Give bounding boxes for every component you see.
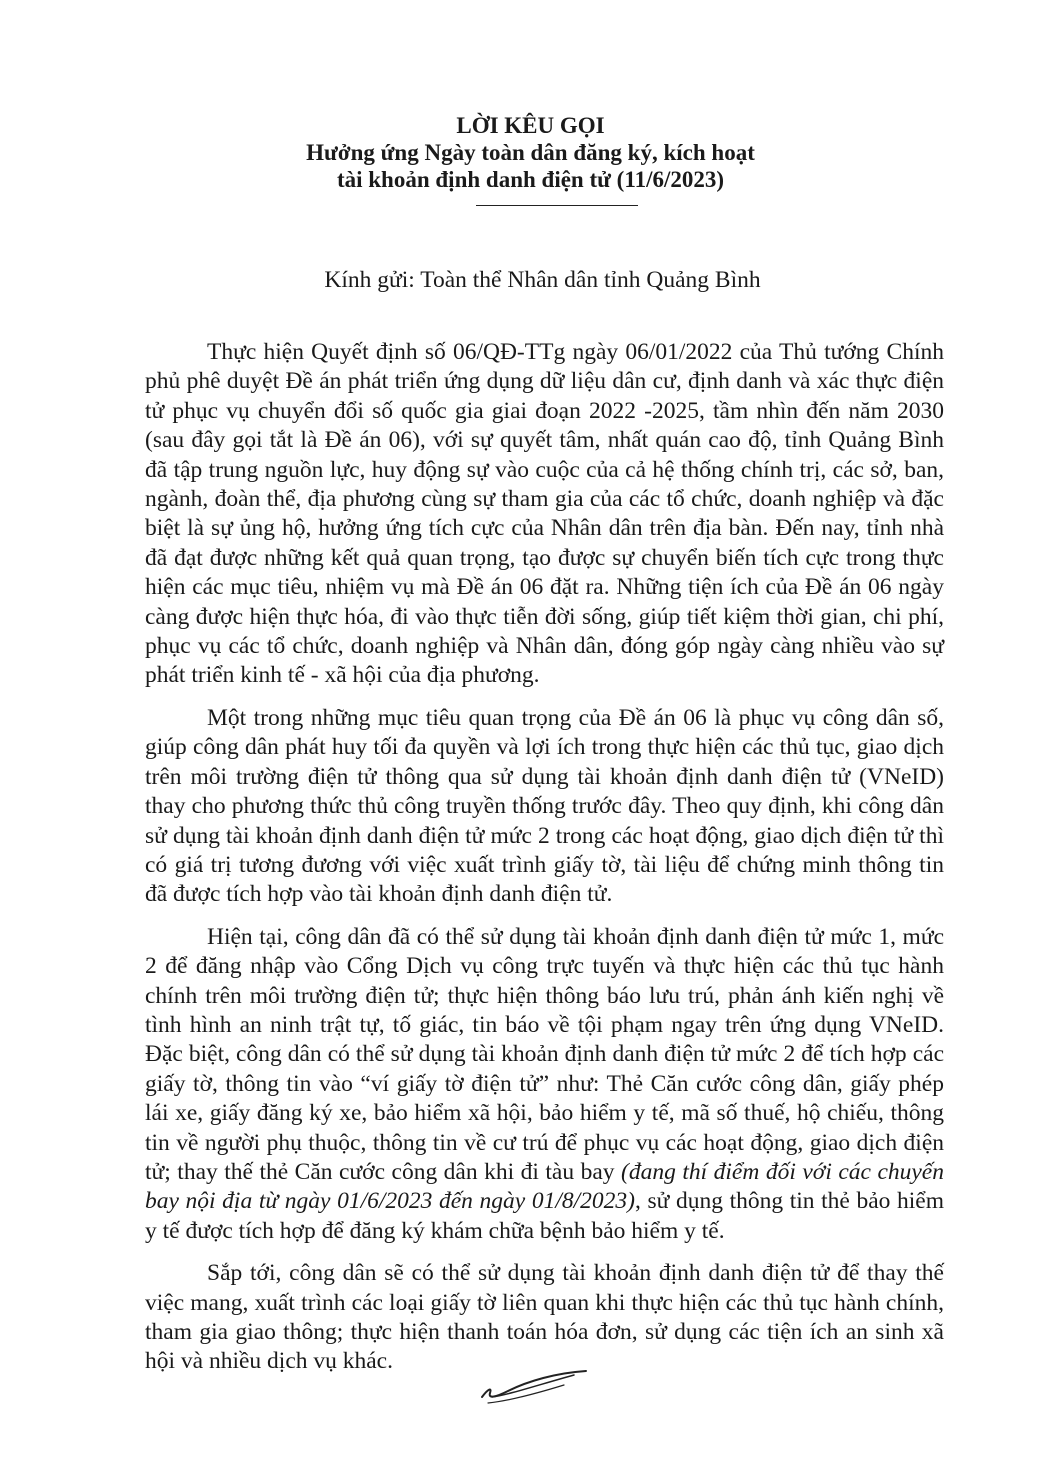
header-underline-divider: [476, 205, 638, 206]
document-subtitle-line-1: Hưởng ứng Ngày toàn dân đăng ký, kích hoạt: [306, 140, 755, 165]
document-body: [145, 338, 944, 1390]
paragraph-3: [145, 923, 944, 1246]
initial-signature-mark: [478, 1367, 590, 1405]
paragraph-1: Thực hiện Quyết định số 06/QĐ-TTg ngày 06/01/2022 của Thủ tướng Chính phủ phê duyệt Đề án phát triển ứng dụng dữ liệu dân cư, định danh và xác thực điện tử phục vụ chuyển đổi số quốc gia giai đoạn 2022 -2025, tầm nhìn đến năm 2030 (sau đây gọi tắt là Đề án 06), với sự quyết tâm, nhất quán cao độ, tỉnh Quảng Bình đã tập trung nguồn lực, huy động sự vào cuộc của cả hệ thống chính trị, các sở, ban, ngành, đoàn thể, địa phương cùng sự tham gia của các tổ chức, doanh nghiệp và đặc biệt là sự ủng hộ, hưởng ứng tích cực của Nhân dân trên địa bàn. Đến nay, tỉnh nhà đã đạt được những kết quả quan trọng, tạo được sự chuyển biến tích cực trong thực hiện các mục tiêu, nhiệm vụ mà Đề án 06 đặt ra. Những tiện ích của Đề án 06 ngày càng được hiện thực hóa, đi vào thực tiễn đời sống, giúp tiết kiệm thời gian, chi phí, phục vụ các tổ chức, doanh nghiệp và Nhân dân, đóng góp ngày càng nhiều vào sự phát triển kinh tế - xã hội của địa phương.: [145, 339, 944, 689]
paragraph-4: Sắp tới, công dân sẽ có thể sử dụng tài khoản định danh điện tử để thay thế việc mang, xuất trình các loại giấy tờ liên quan khi thực hiện các thủ tục hành chính, tham gia giao thông; thực hiện thanh toán hóa đơn, sử dụng các tiện ích an sinh xã hội và nhiều dịch vụ khác.: [145, 1260, 944, 1375]
paragraph-3-text-start: Hiện tại, công dân đã có thể sử dụng tài khoản định danh điện tử mức 1, mức 2 để đăng nhập vào Cổng Dịch vụ công trực tuyến và thực hiện các thủ tục hành chính trên môi trường điện tử; thực hiện thông báo lưu trú, phản ánh kiến nghị về tình hình an ninh trật tự, tố giác, tin báo về tội phạm ngay trên ứng dụng VNeID. Đặc biệt, công dân có thể sử dụng tài khoản định danh điện tử mức 2 để tích hợp các giấy tờ, thông tin vào “ví giấy tờ điện tử” như: Thẻ Căn cước công dân, giấy phép lái xe, giấy đăng ký xe, bảo hiểm xã hội, bảo hiểm y tế, mã số thuế, hộ chiếu, thông tin về người phụ thuộc, thông tin về cư trú để phục vụ các hoạt động, giao dịch điện tử; thay thế thẻ Căn cước công dân khi đi tàu bay: [145, 923, 944, 1185]
document-subtitle-line-2: tài khoản định danh điện tử (11/6/2023): [336, 167, 725, 192]
paragraph-2: Một trong những mục tiêu quan trọng của Đề án 06 là phục vụ công dân số, giúp công dân phát huy tối đa quyền và lợi ích trong thực hiện các thủ tục, giao dịch trên môi trường điện tử thông qua sử dụng tài khoản định danh điện tử (VNeID) thay cho phương thức thủ công truyền thống trước đây. Theo quy định, khi công dân sử dụng tài khoản định danh điện tử mức 2 trong các hoạt động, giao dịch điện tử thì có giá trị tương đương với việc xuất trình giấy tờ, tài liệu để chứng minh thông tin đã được tích hợp vào tài khoản định danh điện tử.: [145, 704, 944, 908]
document-header: [0, 112, 1041, 193]
document-title: LỜI KÊU GỌI: [456, 113, 605, 138]
paragraph-3-italic-note: (đang thí điểm đối với các chuyến bay nội địa từ ngày 01/6/2023 đến ngày 01/8/2023): [145, 1158, 944, 1215]
salutation: Kính gửi: Toàn thể Nhân dân tỉnh Quảng Bình: [324, 267, 761, 293]
paragraph-3-text-end: , sử dụng thông tin thẻ bảo hiểm y tế được tích hợp để đăng ký khám chữa bệnh bảo hiểm y tế.: [145, 1188, 944, 1244]
